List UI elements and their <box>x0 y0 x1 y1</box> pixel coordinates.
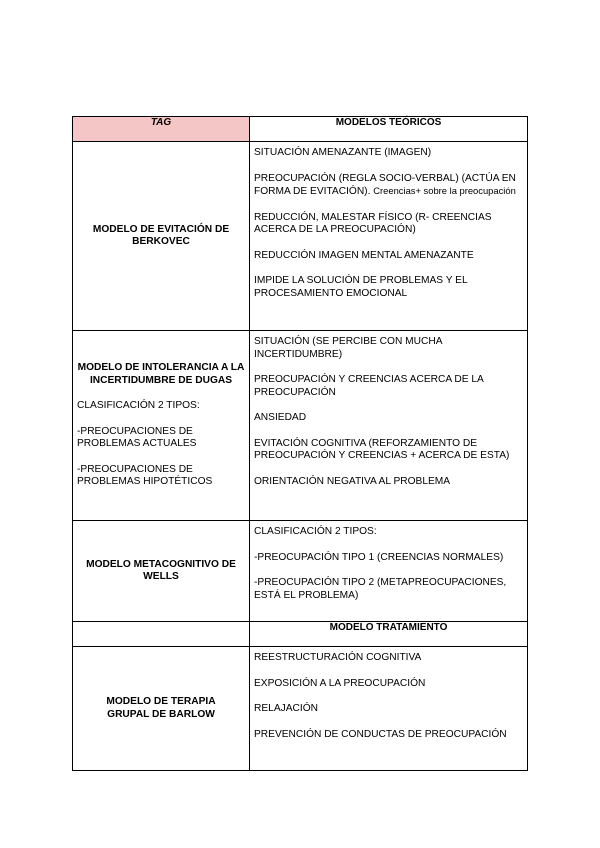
row-items-cell <box>250 331 528 521</box>
treatment-header-row <box>73 622 528 647</box>
row-items-cell <box>250 647 528 771</box>
row-items-cell <box>250 521 528 622</box>
left-list-item: -PREOCUPACIONES DE PROBLEMAS HIPOTÉTICOS <box>77 463 213 488</box>
row-title-cell <box>73 331 250 521</box>
row-items-cell <box>250 142 528 331</box>
header-row <box>73 117 528 142</box>
list-item: SITUACIÓN (SE PERCIBE CON MUCHA INCERTIDUMBRE) <box>254 336 442 360</box>
left-list-item: -PREOCUPACIONES DE PROBLEMAS ACTUALES <box>77 425 197 450</box>
table-row <box>73 647 528 771</box>
list-item: -PREOCUPACIÓN TIPO 2 (METAPREOCUPACIONES, ESTÁ EL PROBLEMA) <box>254 577 507 601</box>
list-item <box>254 173 523 199</box>
tag-header-cell: TAG <box>73 117 250 142</box>
empty-cell <box>73 622 250 647</box>
list-item: REESTRUCTURACIÓN COGNITIVA <box>254 652 422 663</box>
row-title-cell <box>73 142 250 331</box>
list-item: CLASIFICACIÓN 2 TIPOS: <box>254 526 377 537</box>
list-item: REDUCCIÓN, MALESTAR FÍSICO (R- CREENCIAS ACERCA DE LA PREOCUPACIÓN) <box>254 211 492 235</box>
list-item: RELAJACIÓN <box>254 703 318 714</box>
row-title-cell <box>73 521 250 622</box>
treatment-header-cell: MODELO TRATAMIENTO <box>250 622 528 647</box>
list-item: IMPIDE LA SOLUCIÓN DE PROBLEMAS Y EL PROCESAMIENTO EMOCIONAL <box>254 275 468 299</box>
list-item: PREOCUPACIÓN Y CREENCIAS ACERCA DE LA PREOCUPACIÓN <box>254 374 484 398</box>
list-item: EVITACIÓN COGNITIVA (REFORZAMIENTO DE PREOCUPACIÓN Y CREENCIAS + ACERCA DE ESTA) <box>254 437 510 461</box>
left-list-item: CLASIFICACIÓN 2 TIPOS: <box>77 400 200 412</box>
list-item: ANSIEDAD <box>254 412 307 423</box>
list-item: ORIENTACIÓN NEGATIVA AL PROBLEMA <box>254 475 451 487</box>
list-item: -PREOCUPACIÓN TIPO 1 (CREENCIAS NORMALES) <box>254 551 504 563</box>
models-header-cell: MODELOS TEÓRICOS <box>250 117 528 142</box>
list-item-text: PREOCUPACIÓN (REGLA SOCIO-VERBAL) (ACTÚA EN FORMA DE EVITACIÓN). <box>254 172 516 197</box>
models-table <box>72 116 528 771</box>
table-row <box>73 521 528 622</box>
table-row <box>73 142 528 331</box>
row-title: MODELO DE INTOLERANCIA A LA INCERTIDUMBRE DE DUGAS <box>77 362 245 386</box>
list-item: REDUCCIÓN IMAGEN MENTAL AMENAZANTE <box>254 249 474 261</box>
row-title: MODELO DE TERAPIA GRUPAL DE BARLOW <box>106 696 216 720</box>
row-title: MODELO METACOGNITIVO DE WELLS <box>86 558 236 582</box>
list-item-note: Creencias+ sobre la preocupación <box>373 185 516 196</box>
list-item: PREVENCIÓN DE CONDUCTAS DE PREOCUPACIÓN <box>254 728 507 740</box>
table-row <box>73 331 528 521</box>
list-item: SITUACIÓN AMENAZANTE (IMAGEN) <box>254 147 432 158</box>
row-title-cell <box>73 647 250 771</box>
list-item: EXPOSICIÓN A LA PREOCUPACIÓN <box>254 677 426 689</box>
row-title: MODELO DE EVITACIÓN DE BERKOVEC <box>92 223 230 247</box>
